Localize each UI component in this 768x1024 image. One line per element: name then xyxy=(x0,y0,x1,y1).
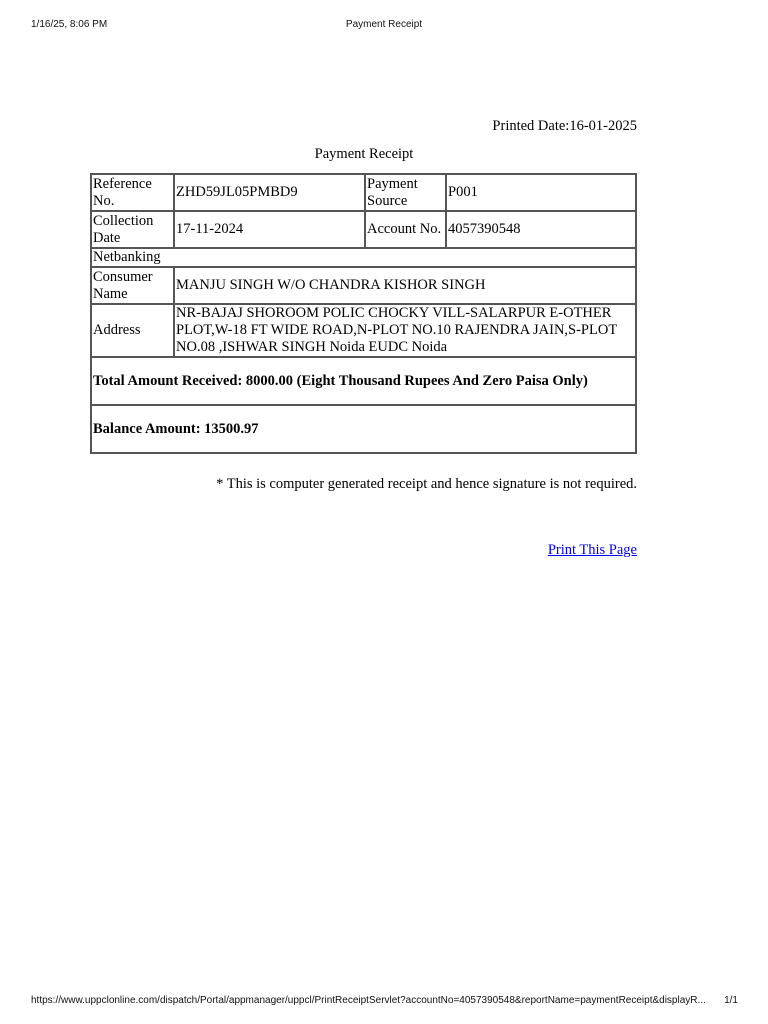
consumer-name-value: MANJU SINGH W/O CHANDRA KISHOR SINGH xyxy=(174,267,636,304)
payment-source-label: Payment Source xyxy=(365,174,446,211)
print-page-title: Payment Receipt xyxy=(345,19,423,30)
table-row xyxy=(91,211,636,248)
table-row xyxy=(91,405,636,453)
collection-date-label: Collection Date xyxy=(91,211,174,248)
address-label: Address xyxy=(91,304,174,357)
table-row xyxy=(91,267,636,304)
print-page-link[interactable]: Print This Page xyxy=(547,542,637,558)
table-row xyxy=(91,304,636,357)
consumer-name-label: Consumer Name xyxy=(91,267,174,304)
account-label: Account No. xyxy=(365,211,446,248)
reference-value: ZHD59JL05PMBD9 xyxy=(174,174,365,211)
receipt-heading: Payment Receipt xyxy=(314,146,414,162)
collection-date-value: 17-11-2024 xyxy=(174,211,365,248)
table-row xyxy=(91,357,636,405)
page-number: 1/1 xyxy=(724,995,738,1006)
print-url: https://www.uppclonline.com/dispatch/Portal/appmanager/uppcl/PrintReceiptServlet?accountNo=4057390548&reportName=paymentReceipt&displayR... xyxy=(31,995,706,1006)
signature-note: * This is computer generated receipt and hence signature is not required. xyxy=(216,476,637,492)
total-amount: Total Amount Received: 8000.00 (Eight Thousand Rupees And Zero Paisa Only) xyxy=(91,357,636,405)
receipt-table xyxy=(90,173,637,454)
print-datetime: 1/16/25, 8:06 PM xyxy=(31,19,108,30)
address-value: NR-BAJAJ SHOROOM POLIC CHOCKY VILL-SALARPUR E-OTHER PLOT,W-18 FT WIDE ROAD,N-PLOT NO.10 RAJENDRA JAIN,S-PLOT NO.08 ,ISHWAR SINGH Noida EUDC Noida xyxy=(174,304,636,357)
reference-label: Reference No. xyxy=(91,174,174,211)
account-value: 4057390548 xyxy=(446,211,636,248)
balance-amount: Balance Amount: 13500.97 xyxy=(91,405,636,453)
payment-source-value: P001 xyxy=(446,174,636,211)
printed-date: Printed Date:16-01-2025 xyxy=(492,118,637,134)
table-row xyxy=(91,248,636,267)
payment-mode: Netbanking xyxy=(91,248,636,267)
table-row xyxy=(91,174,636,211)
